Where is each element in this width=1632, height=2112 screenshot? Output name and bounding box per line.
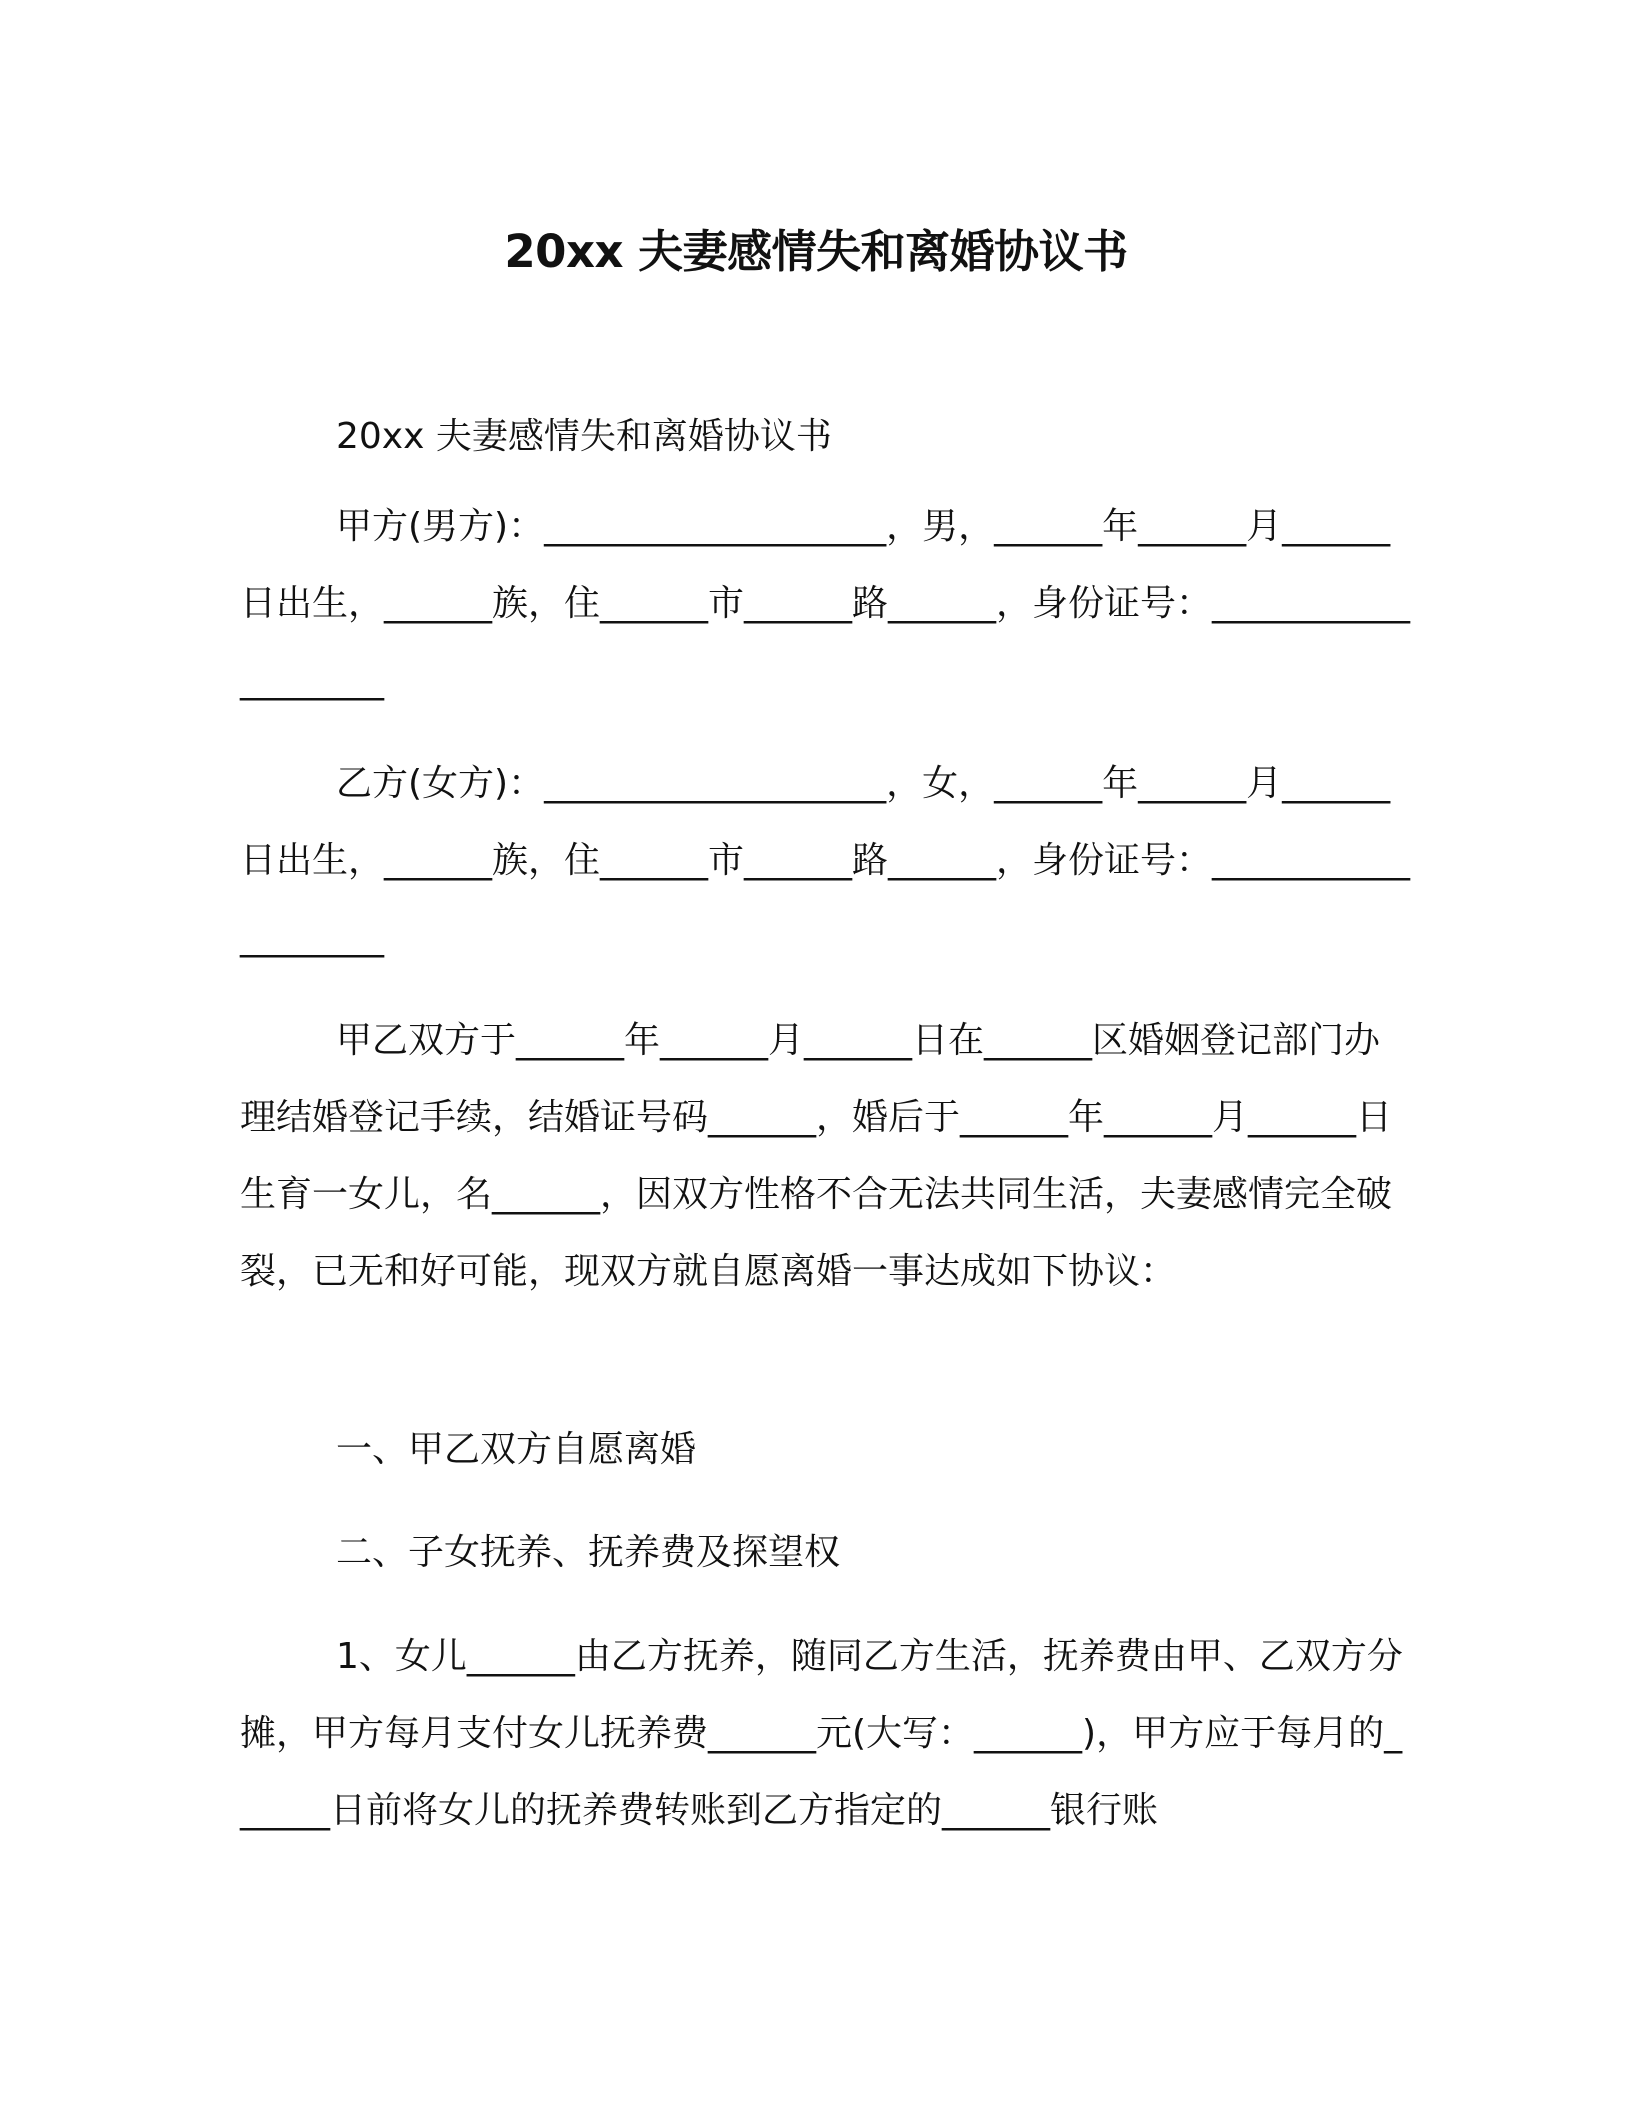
clause-1-heading: 一、甲乙双方自愿离婚 xyxy=(336,1429,697,1470)
document-title: 20xx 夫妻感情失和离婚协议书 xyxy=(504,225,1128,278)
clause-2-item-1: 1、女儿______由乙方抚养，随同乙方生活，抚养费由甲、乙双方分摊，甲方每月支付女儿抚养费______元(大写：______)，甲方应于每月的______日前将女儿的抚养费转账到乙方指定的______银行账 xyxy=(240,1636,1403,1831)
party-b-paragraph: 乙方(女方)：___________________，女，______年______月______日出生，______族，住______市______路______，身份证号：___________________ xyxy=(240,763,1411,958)
clause-2-heading: 二、子女抚养、抚养费及探望权 xyxy=(336,1532,841,1573)
document-subtitle: 20xx 夫妻感情失和离婚协议书 xyxy=(336,416,832,457)
background-paragraph: 甲乙双方于______年______月______日在______区婚姻登记部门办理结婚登记手续，结婚证号码______，婚后于______年______月______日生育一女儿，名______，因双方性格不合无法共同生活，夫妻感情完全破裂，已无和好可能，现双方就自愿离婚一事达成如下协议： xyxy=(240,1020,1393,1292)
party-a-paragraph: 甲方(男方)：___________________，男，______年______月______日出生，______族，住______市______路______，身份证号：___________________ xyxy=(240,506,1411,701)
